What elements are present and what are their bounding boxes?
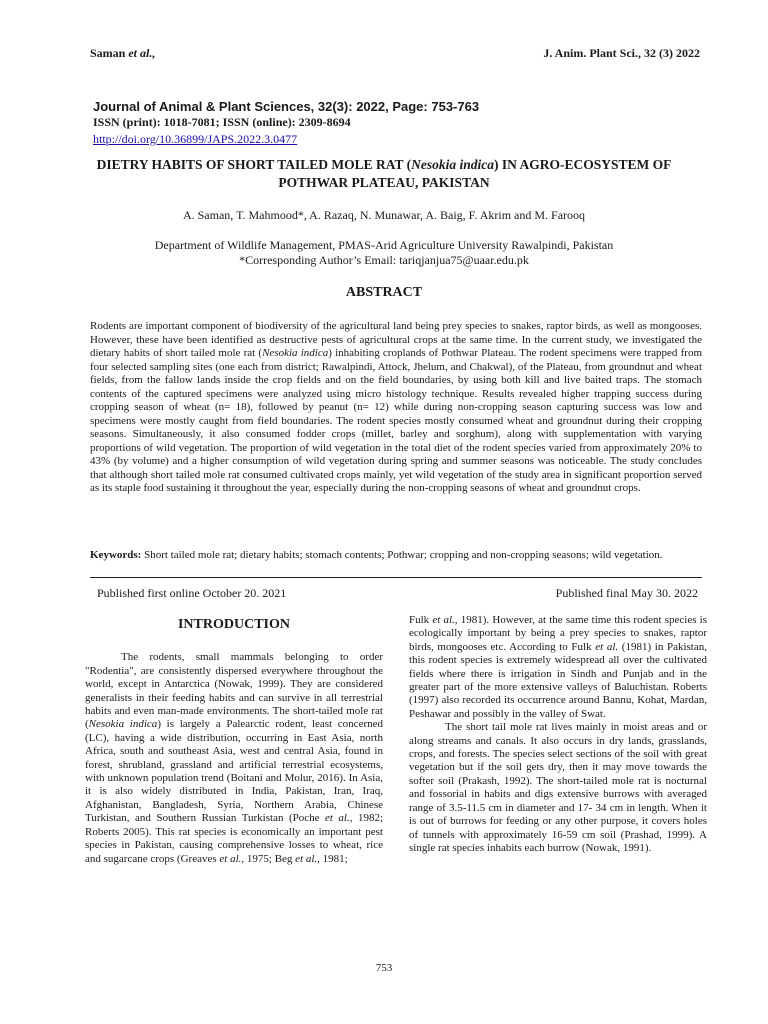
et-al: et al.,	[219, 852, 245, 865]
running-head-right: J. Anim. Plant Sci., 32 (3) 2022	[543, 46, 700, 60]
text-run: 1981;	[319, 852, 348, 865]
text-run: 1981). However, at the same time this rodent species is ecologically important by being a prey species to snakes, raptor birds, mongooses etc. According to Fulk	[409, 614, 707, 653]
text-run: The rodents, small mammals belonging to order "Rodentia", are consistently dispersed everywhere throughout the world, except in Antarctica (Nowak, 1999). They are considered generalists in their feeding habits and can survive in all terrestrial habits and even man-made environments. The short-tailed mole rat (	[85, 651, 383, 731]
corresponding-author: *Corresponding Author’s Email: tariqjanjua75@uaar.edu.pk	[239, 253, 529, 267]
species-name: Nesokia indica	[88, 718, 158, 731]
abstract-part-1: Rodents are important component of biodiversity of the agricultural land being prey species to snakes, raptor birds, as well as mongooses. However, these have been identified as destructive pests of agricultural crops at the same time. In the current study, we investigated the dietary habits of short tailed mole rat (	[90, 320, 702, 359]
abstract-heading: ABSTRACT	[345, 285, 423, 300]
text-run: , 1982; Roberts 2005). This rat species is economically an important pest species in Pakistan, causing comprehensive losses to wheat, rice and sugarcane crops (Greaves	[85, 812, 384, 865]
keywords-text: Short tailed mole rat; dietary habits; stomach contents; Pothwar; cropping and non-cropping seasons; wild vegetation.	[144, 549, 663, 561]
et-al: et al.,	[432, 614, 458, 626]
authors: A. Saman, T. Mahmood*, A. Razaq, N. Munawar, A. Baig, F. Akrim and M. Farooq	[182, 208, 586, 222]
et-al: et al.	[324, 812, 350, 825]
intro-paragraph-1-continued	[409, 614, 707, 721]
text-run: 1975; Beg	[244, 852, 296, 865]
text-run: Fulk	[409, 614, 433, 626]
title-species: Nesokia indica	[411, 157, 494, 172]
running-head-author: Saman	[90, 46, 126, 60]
running-head-etal: et al.,	[128, 46, 156, 60]
journal-info	[93, 98, 693, 148]
affiliation-block	[90, 238, 678, 268]
section-divider	[90, 577, 702, 578]
journal-title: Journal of Animal & Plant Sciences, 32(3): 2022, Page: 753-763	[93, 99, 480, 114]
et-al: et al.,	[295, 852, 320, 865]
introduction-heading: INTRODUCTION	[177, 617, 290, 632]
intro-paragraph-2: The short tail mole rat lives mainly in moist areas and or along streams and canals. It also occurs in dry lands, grasslands, crops, and forests. The species select sections of the soil with great vegetation but if the soil gets dry, then it may move towards the softer soil (Prakash, 1992). The short-tailed mole rat is nocturnal and fossorial in habits and digs extensive burrows with averaged range of 3.5-11.5 cm in diameter and 17- 34 cm in length. When it is out of burrows for feeding or any other purpose, it covers holes of tunnels with approximately 16-59 cm soil (Prashad, 1999). A single rat species inhabits each burrow (Nowak, 1991).	[409, 721, 707, 854]
body-column-left	[85, 614, 383, 866]
keywords-label: Keywords:	[90, 549, 142, 561]
affiliation: Department of Wildlife Management, PMAS-Arid Agriculture University Rawalpindi, Pakistan	[154, 238, 614, 252]
title-part-1: DIETRY HABITS OF SHORT TAILED MOLE RAT (	[96, 157, 412, 172]
text-run: (1981) in Pakistan, this rodent species is extremely widespread all over the cultivated fields where there is irrigation in Sindh and Punjab and in the greater part of the more extensive valleys of Baluchistan. Roberts (1997) also recorded its occurrence around Bannu, Kohat, Mardan, Peshawar and possibly in the valley of Swat.	[409, 640, 707, 720]
abstract-species: Nesokia indica	[262, 347, 329, 359]
abstract-part-2: ) inhabiting croplands of Pothwar Plateau. The rodent specimens were trapped from four selected sampling sites (one each from district; Rawalpindi, Attock, Jhelum, and Chakwal), of the Plateau, from groundnut and wheat fields, from the fallow lands inside the crop fields and on the field boundaries, by using both kill and live baited traps. The stomach contents of the captured specimens were analyzed using micro histology technique. Results revealed higher trapping success during cropping season of wheat (n= 18), followed by peanut (n= 12) while during non-cropping season capturing success was low and specimens were mostly caught from field boundaries. The rodent species mostly consumed wheat and groundnut during their cropping seasons. Simultaneously, it also consumed fodder crops (millet, barley and sorghum), along with supplementation with varying proportions of wild vegetation. The proportion of wild vegetation in the total diet of the rodent species varied from approximately 20% to 43% (by volume) and a higher consumption of wild vegetation during spring and summer seasons was noticeable. The study concludes that although short tailed mole rat consumed cultivated crops mainly, yet wild vegetation of the study area in significant proportion served as its staple food sustaining it throughout the year, especially during the non-cropping seasons of wheat and groundnut crops.	[90, 347, 703, 494]
abstract-text	[90, 320, 702, 496]
intro-paragraph-1	[85, 651, 383, 866]
running-head-left	[90, 46, 155, 61]
text-run: ) is largely a Palearctic rodent, least concerned (LC), having a wide distribution, occurring in East Asia, north Africa, south and southeast Asia, west and central Asia, found in forest, shrubland, grassland and artificial terrestrial ecosystems, with unknown population trend (Boitani and Molur, 2016). In Asia, it is also widely distributed in India, Pakistan, Iran, Iraq, Afghanistan, Bangladesh, Syria, Northern Arabia, Chinese Turkistan, and Southern Russian Turkistan (Poche	[85, 718, 383, 825]
issn: ISSN (print): 1018-7081; ISSN (online): 2309-8694	[93, 115, 351, 129]
published-online: Published first online October 20. 2021	[97, 586, 287, 600]
et-al: et al.	[595, 640, 619, 653]
article-title	[90, 156, 678, 192]
title-part-2: ) IN AGRO-ECOSYSTEM OF POTHWAR PLATEAU, PAKISTAN	[278, 157, 672, 190]
body-column-right	[409, 614, 707, 855]
keywords	[90, 548, 702, 562]
published-final: Published final May 30. 2022	[555, 586, 698, 600]
page-number: 753	[375, 962, 393, 974]
doi-link[interactable]: http://doi.org/10.36899/JAPS.2022.3.0477	[93, 132, 298, 146]
